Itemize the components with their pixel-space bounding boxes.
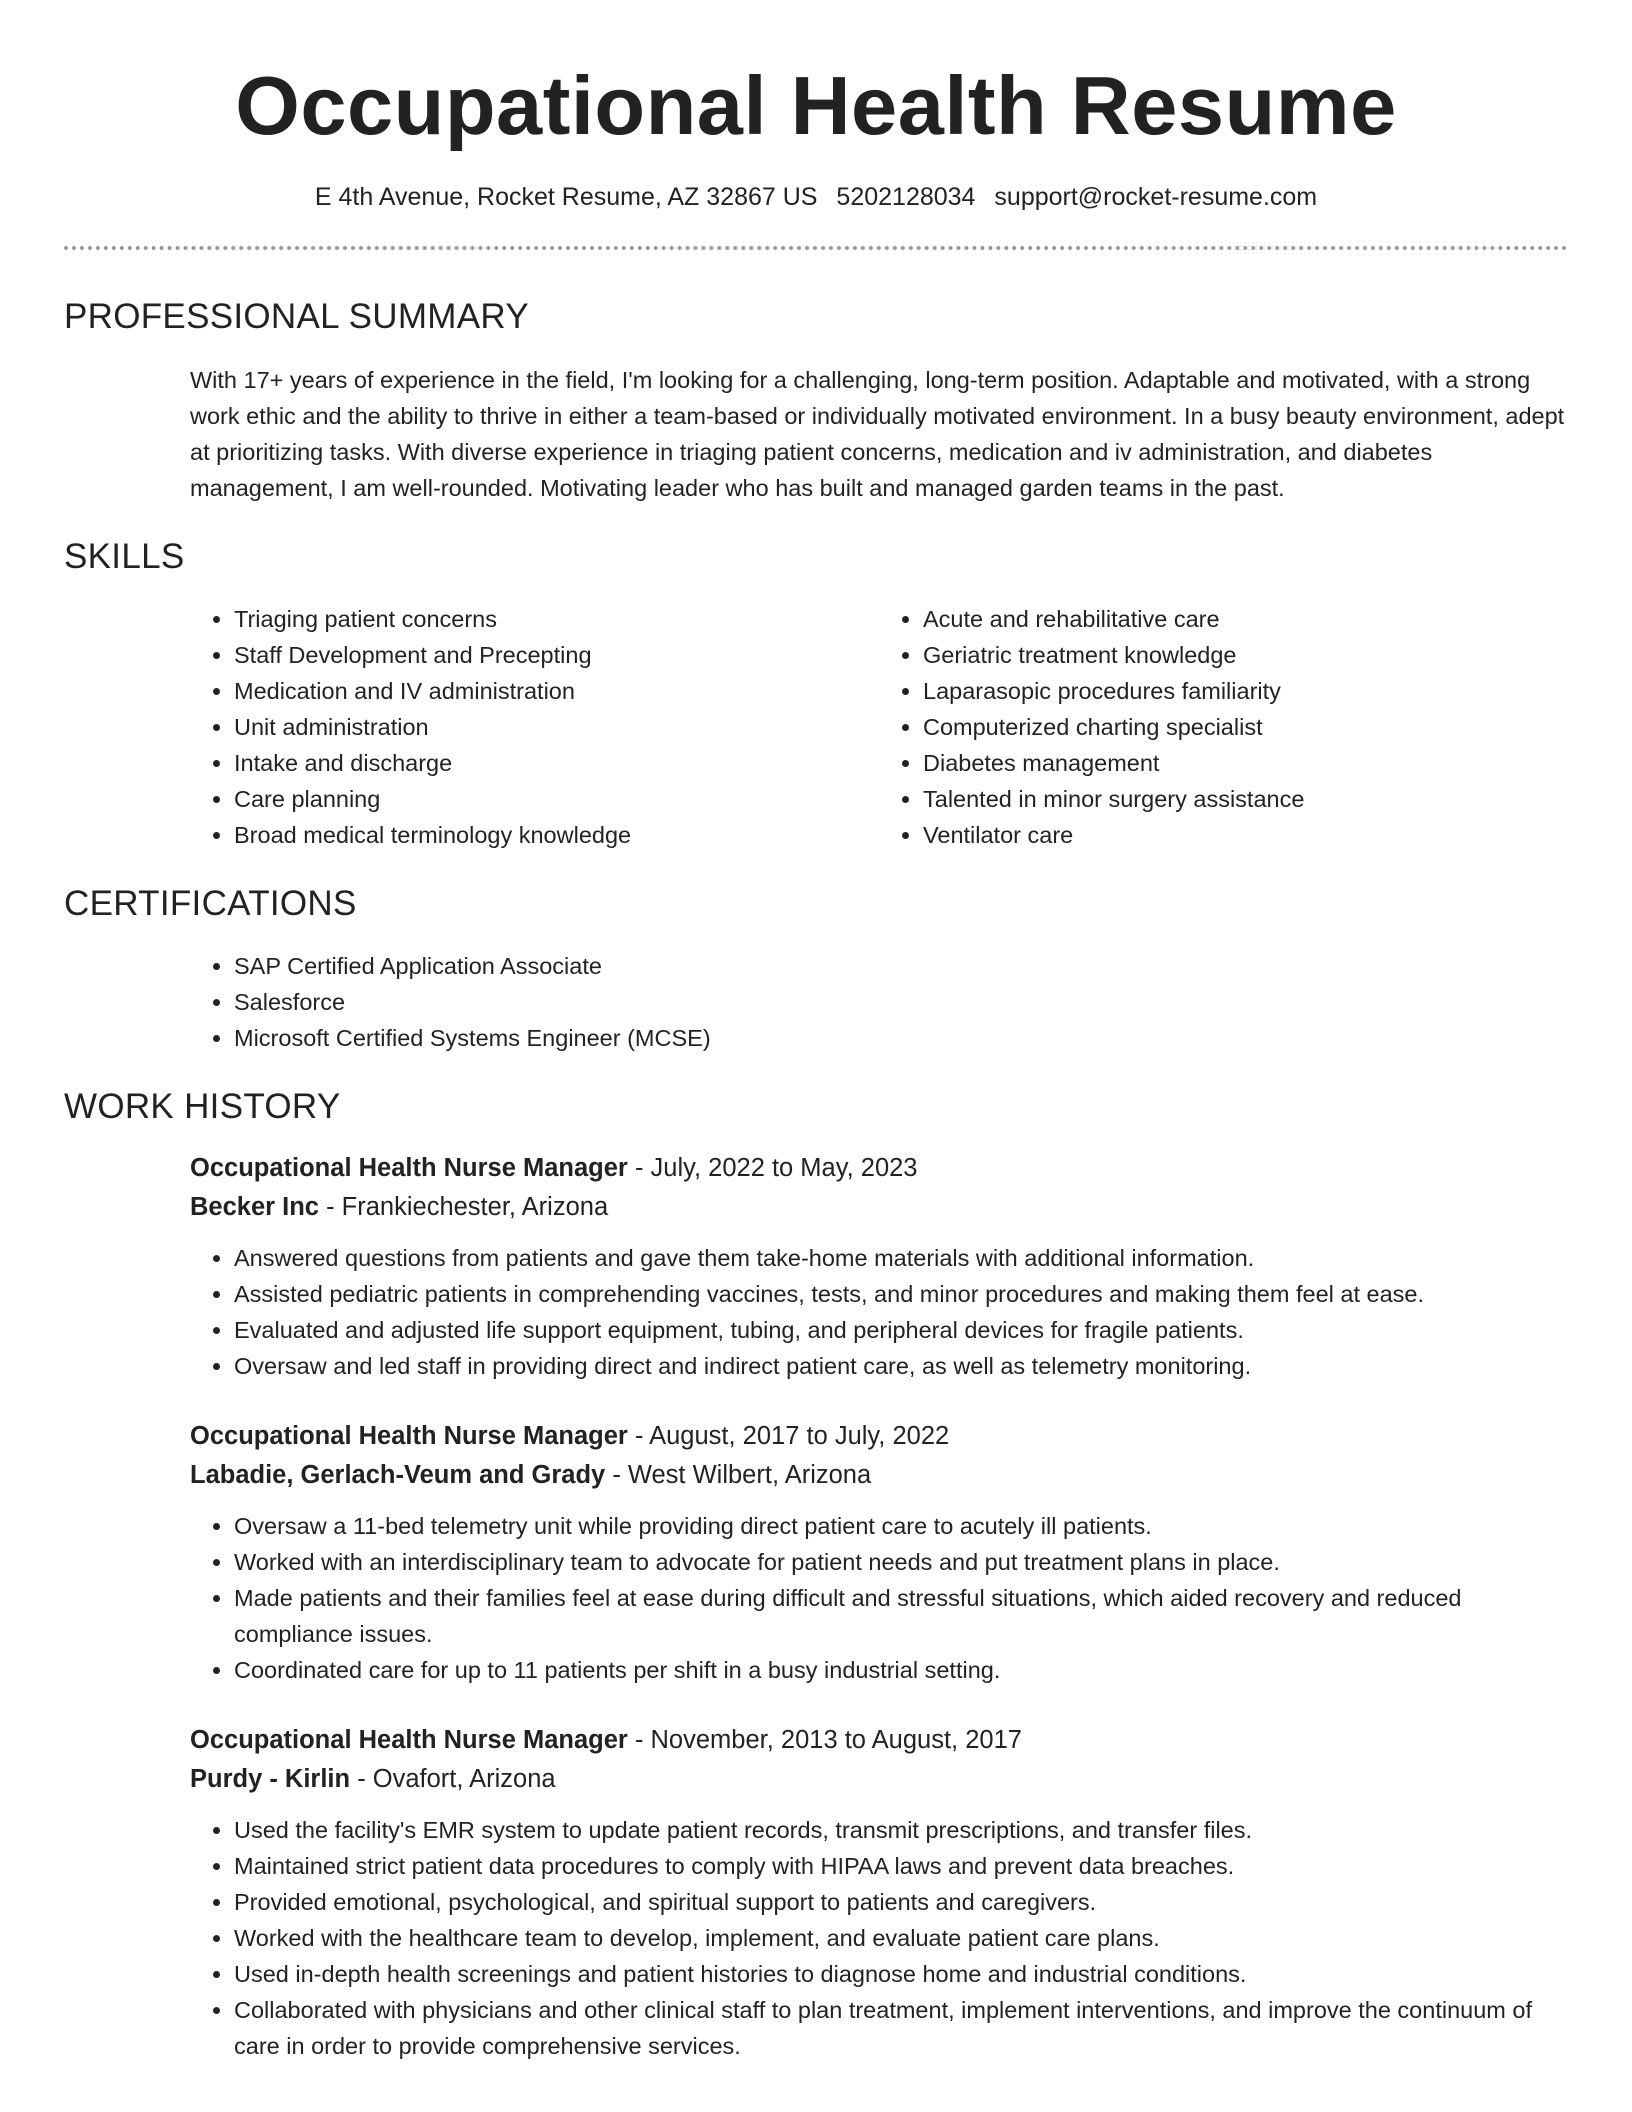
job-title-line — [190, 1721, 1568, 1760]
list-item: • Intake and discharge — [234, 745, 879, 781]
list-item: • Talented in minor surgery assistance — [923, 781, 1568, 817]
list-item: • SAP Certified Application Associate — [234, 948, 1568, 984]
list-item: • Care planning — [234, 781, 879, 817]
job-company-line — [190, 1456, 1568, 1495]
job-company: Becker Inc — [190, 1193, 319, 1221]
job-company-line — [190, 1188, 1568, 1227]
job-dates: - November, 2013 to August, 2017 — [627, 1726, 1022, 1754]
list-item: • Oversaw and led staff in providing direct and indirect patient care, as well as telemetry monitoring. — [234, 1348, 1568, 1384]
list-item: • Unit administration — [234, 709, 879, 745]
job-location: - Frankiechester, Arizona — [319, 1193, 609, 1221]
job-bullets — [190, 1240, 1568, 1384]
list-item: • Broad medical terminology knowledge — [234, 817, 879, 853]
list-item: • Medication and IV administration — [234, 673, 879, 709]
header-divider — [64, 246, 1568, 250]
list-item: • Laparasopic procedures familiarity — [923, 673, 1568, 709]
job-location: - West Wilbert, Arizona — [605, 1461, 872, 1489]
job-entry — [64, 1417, 1568, 1688]
list-item: • Used the facility's EMR system to update patient records, transmit prescriptions, and transfer files. — [234, 1812, 1568, 1848]
list-item: • Diabetes management — [923, 745, 1568, 781]
list-item: • Worked with an interdisciplinary team to advocate for patient needs and put treatment plans in place. — [234, 1544, 1568, 1580]
job-company: Labadie, Gerlach-Veum and Grady — [190, 1461, 606, 1489]
job-location: - Ovafort, Arizona — [350, 1765, 556, 1793]
job-dates: - August, 2017 to July, 2022 — [627, 1422, 950, 1450]
list-item: • Worked with the healthcare team to develop, implement, and evaluate patient care plans. — [234, 1920, 1568, 1956]
contact-email: support@rocket-resume.com — [994, 183, 1318, 211]
contact-phone: 5202128034 — [836, 183, 976, 211]
skills-list-left — [190, 601, 879, 853]
list-item: • Collaborated with physicians and other clinical staff to plan treatment, implement interventions, and improve the continuum of care in order to provide comprehensive services. — [234, 1992, 1568, 2064]
list-item: • Salesforce — [234, 984, 1568, 1020]
certifications-heading: CERTIFICATIONS — [64, 884, 357, 923]
skills-section — [64, 601, 1568, 853]
job-title-line — [190, 1417, 1568, 1456]
skills-heading: SKILLS — [64, 537, 185, 576]
job-dates: - July, 2022 to May, 2023 — [627, 1154, 918, 1182]
job-company-line — [190, 1760, 1568, 1799]
job-company: Purdy - Kirlin — [190, 1765, 351, 1793]
job-bullets — [190, 1812, 1568, 2064]
list-item: • Triaging patient concerns — [234, 601, 879, 637]
list-item: • Geriatric treatment knowledge — [923, 637, 1568, 673]
list-item: • Assisted pediatric patients in comprehending vaccines, tests, and minor procedures and making them feel at ease. — [234, 1276, 1568, 1312]
list-item: • Computerized charting specialist — [923, 709, 1568, 745]
skills-list-right — [879, 601, 1568, 853]
list-item: • Ventilator care — [923, 817, 1568, 853]
summary-heading: PROFESSIONAL SUMMARY — [64, 297, 529, 336]
list-item: • Evaluated and adjusted life support equipment, tubing, and peripheral devices for fragile patients. — [234, 1312, 1568, 1348]
contact-address: E 4th Avenue, Rocket Resume, AZ 32867 US — [314, 183, 818, 211]
certifications-list — [190, 948, 1568, 1056]
work-history-heading: WORK HISTORY — [64, 1087, 341, 1126]
summary-text: With 17+ years of experience in the field, I'm looking for a challenging, long-term position. Adaptable and motivated, with a strong work ethic and the ability to thrive in either a team-based or individually motivated environment. In a busy beauty environment, adept at prioritizing tasks. With diverse experience in triaging patient concerns, medication and iv administration, and diabetes management, I am well-rounded. Motivating leader who has built and managed garden teams in the past. — [190, 367, 1565, 501]
job-bullets — [190, 1508, 1568, 1688]
job-title: Occupational Health Nurse Manager — [190, 1154, 628, 1182]
job-title: Occupational Health Nurse Manager — [190, 1422, 628, 1450]
list-item: • Answered questions from patients and gave them take-home materials with additional information. — [234, 1240, 1568, 1276]
resume-title: Occupational Health Resume — [235, 59, 1397, 152]
list-item: • Acute and rehabilitative care — [923, 601, 1568, 637]
summary-section — [64, 362, 1568, 506]
list-item: • Coordinated care for up to 11 patients per shift in a busy industrial setting. — [234, 1652, 1568, 1688]
list-item: • Maintained strict patient data procedures to comply with HIPAA laws and prevent data breaches. — [234, 1848, 1568, 1884]
list-item: • Used in-depth health screenings and patient histories to diagnose home and industrial conditions. — [234, 1956, 1568, 1992]
list-item: • Oversaw a 11-bed telemetry unit while providing direct patient care to acutely ill patients. — [234, 1508, 1568, 1544]
job-title-line — [190, 1149, 1568, 1188]
job-entry — [64, 1721, 1568, 2064]
list-item: • Made patients and their families feel at ease during difficult and stressful situations, which aided recovery and reduced compliance issues. — [234, 1580, 1568, 1652]
list-item: • Staff Development and Precepting — [234, 637, 879, 673]
list-item: • Provided emotional, psychological, and spiritual support to patients and caregivers. — [234, 1884, 1568, 1920]
list-item: • Microsoft Certified Systems Engineer (MCSE) — [234, 1020, 1568, 1056]
certifications-section — [64, 948, 1568, 1056]
job-entry — [64, 1149, 1568, 1384]
contact-line — [64, 182, 1568, 212]
job-title: Occupational Health Nurse Manager — [190, 1726, 628, 1754]
